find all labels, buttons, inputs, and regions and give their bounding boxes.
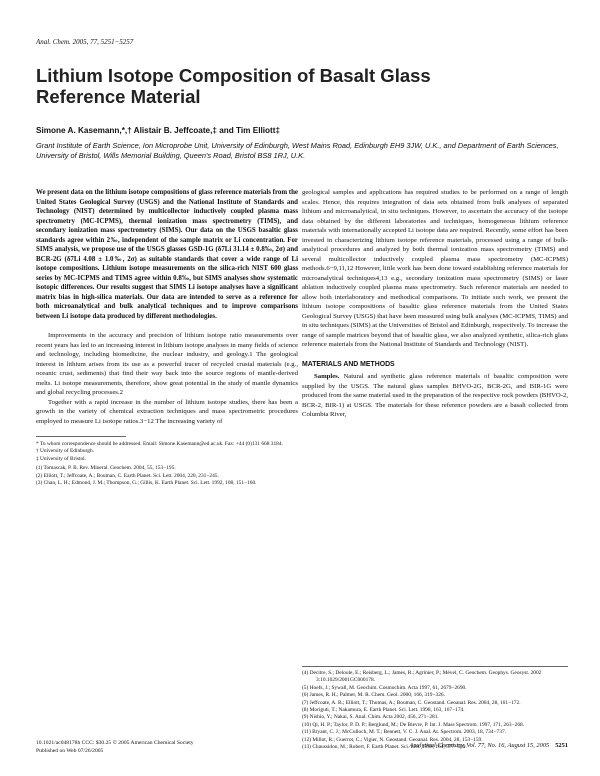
body-paragraph-1: geological samples and applications has required studies to be performed on a range of length scales. Hence, this requires integration of data sets obtained from bulk analyses of separated lithium and microanalytical, in situ techniques. However, to ascertain the accuracy of the isotope data obtained by the different laboratories and techniques, homogeneous lithium reference materials with internationally accepted Li isotope data are required. Recently, some effort has been invested in characterizing lithium isotope reference materials, processed using a range of bulk-analytical procedures and analyzed by both thermal ionization mass spectrometry (TIMS) and several multicollector inductively coupled plasma mass spectrometry (MC-ICPMS) methods.6−9,11,12 However, little work has been done toward establishing reference materials for microanalytical techniques4,13 e.g., secondary ionization mass spectrometry (SIMS) or laser ablation inductively coupled plasma mass spectrometry. Such reference materials are needed to allow both interlaboratory and methodical comparisons. To initiate such work, we present the lithium isotope compositions of basaltic glass reference materials from the United States Geological Survey (USGS) that have been measured using bulk analyses (MC-ICPMS, TIMS) and in situ techniques (SIMS) at the Universities of Bristol and Edinburgh, respectively. To increase the range of sample matrices beyond that of basaltic glass, we also analyzed synthetic, silica-rich glass reference materials from the National Institute of Standards and Technology (NIST).	[302, 189, 568, 348]
journal-volume: 77,	[90, 38, 99, 46]
intro-paragraph-2: Together with a rapid increase in the number of lithium isotope studies, there has been a growth in the variety of chemical extraction techniques and mass spectrometric procedures employed to measure Li isotope ratios.3−12 The increasing variety of	[36, 398, 298, 425]
reference-item: (4) Decitre, S.; Deloule, E.; Reisberg, L.; James, R.; Agrinier, P.; Mével, C. Geochem. Geophys. Geosyst. 2002 3:10.1029/2001GC000178.	[302, 670, 542, 684]
samples-run-in-heading: Samples.	[314, 373, 340, 380]
right-column	[302, 188, 568, 420]
reference-item: (5) Hoefs, J.; Sywall, M. Geochim. Cosmochim. Acta 1997, 61, 2679−2690.	[302, 684, 467, 691]
footer-citation	[409, 742, 568, 749]
reference-item: (7) Jeffcoate, A. B.; Elliott, T.; Thomas, A.; Bouman, C. Geostand. Geoanal. Res. 2004, 28, 161−172.	[302, 699, 521, 706]
reference-item: (11) Bryant, C. J.; McCulloch, M. T.; Bennett, V. C. J. Anal. At. Spectrom. 2003, 18, 734−737.	[302, 729, 506, 736]
footer-doi: 10.1021/ac048178h CCC: $30.25 © 2005 American Chemical Society	[36, 740, 194, 746]
samples-paragraph	[302, 372, 568, 420]
journal-pages: 5251−5257	[100, 38, 134, 46]
footer-journal-citation: Analytical Chemistry, Vol. 77, No. 16, August 15, 2005	[409, 742, 550, 749]
intro-paragraph-1: Improvements in the accuracy and precision of lithium isotope ratio measurements over recent years has led to an increasing interest in lithium isotope analyses in many fields of science and technology, including biomedicine, the nuclear industry, and geology.1 The geological interest in lithium arises from its use as a powerful tracer of recycled crustal materials (e.g., oceanic crust, sediments) that find their way back into the source regions of mantle-derived melts. Li isotope measurements, therefore, show great potential in the study of mantle dynamics and global recycling processes.2	[36, 332, 298, 396]
affiliation: Grant Institute of Earth Science, Ion Microprobe Unit, University of Edinburgh, West Mains Road, Edinburgh EH9 3JW, U.K., and Department of Earth Sciences, University of Bristol, Wills Memorial Building, Queen's Road, Bristol BS8 1RJ, U.K.	[36, 141, 559, 161]
abstract: We present data on the lithium isotope compositions of glass reference materials from the United States Geological Survey (USGS) and the National Institute of Standards and Technology (NIST) determined by multicollector inductively coupled plasma mass spectrometry (MC-ICPMS), thermal ionization mass spectrometry (TIMS), and secondary ionization mass spectrometry (SIMS). Our data on the USGS basaltic glass standards agree within 2‰, independent of the sample matrix or Li concentration. For SIMS analysis, we propose use of the USGS glasses GSD-1G (δ7Li 31.14 ± 0.8‰, 2σ) and BCR-2G (δ7Li 4.08 ± 1.0‰, 2σ) as suitable standards that cover a wide range of Li isotope compositions. Lithium isotope measurements on the silica-rich NIST 600 glass series by MC-ICPMS and TIMS agree within 0.8‰, but SIMS analyses show systematic isotopic differences. Our results suggest that SIMS Li isotope analyses have a significant matrix bias in high-silica materials. Our data are intended to serve as a reference for both microanalytical and bulk analytical techniques and to improve comparisons between Li isotope data produced by different methodologies.	[36, 189, 298, 320]
samples-text: Natural and synthetic glass reference materials of basaltic composition were supplied by the USGS. The natural glass samples BHVO-2G, BCR-2G, and BIR-1G were produced from the same material used in the preparation of the respective rock powders (BHVO-2, BCR-2, BIR-1) at USGS. The materials for these reference powders are a basalt collected from Columbia River,	[302, 373, 568, 418]
footer-publication-info	[36, 740, 194, 755]
reference-item: (3) Chan, L. H.; Edmond, J. M.; Thompson, G.; Gillis, K. Earth Planet. Sci. Lett. 1992, 108, 151−160.	[36, 480, 257, 487]
journal-name: Anal. Chem.	[36, 38, 71, 46]
page-title: Lithium Isotope Composition of Basalt Glass Reference Material	[36, 65, 431, 107]
footnote-divider	[36, 436, 126, 437]
footnote-bristol: ‡ University of Bristol.	[36, 455, 87, 462]
author-list: Simone A. Kasemann,*,† Alistair B. Jeffcoate,‡ and Tim Elliott‡	[36, 126, 281, 135]
reference-item: (9) Nishio, Y.; Nakai, S. Anal. Chim. Acta 2002, 456, 271−281.	[302, 714, 439, 721]
reference-list-right	[302, 666, 568, 751]
journal-reference	[36, 38, 133, 46]
page-number: 5251	[555, 742, 568, 749]
reference-item: (1) Tomascak, P. B. Rev. Mineral. Geochem. 2004, 55, 153−195.	[36, 465, 176, 472]
left-column	[36, 188, 298, 487]
footer-published-date: Published on Web 07/26/2005	[36, 747, 104, 754]
footnote-edinburgh: † University of Edinburgh.	[36, 448, 94, 455]
reference-item: (6) James, R. H.; Palmer, M. R. Chem. Geol. 2000, 166, 319−326.	[302, 692, 445, 699]
reference-item: (13) Chaussidon, M.; Robert, F. Earth Planet. Sci. Lett. 1998, 164, 577−589.	[302, 744, 467, 751]
journal-year: 2005,	[72, 38, 89, 46]
reference-item: (10) Qi, H. P.; Taylor, P. D. P.; Berglund, M.; De Bievre, P. Int. J. Mass Spectrom. 1997, 171, 263−268.	[302, 721, 525, 728]
footnote-correspondence: * To whom correspondence should be addressed. Email: Simone.Kasemann@ed.ac.uk. Fax: +44 (0)131 668 3184.	[36, 441, 283, 447]
section-heading: MATERIALS AND METHODS	[302, 360, 395, 368]
reference-list-left	[36, 465, 298, 487]
reference-item: (12) Millot, R.; Guerrot, C.; Vigier, N. Geostand. Geoanal. Res. 2004, 28, 153−159.	[302, 736, 483, 743]
reference-item: (2) Elliott, T.; Jeffcoate, A.; Bouman, C. Earth Planet. Sci. Lett. 2004, 220, 231−245.	[36, 472, 219, 479]
reference-item: (8) Moriguti, T.; Nakamura, E. Earth Planet. Sci. Lett. 1998, 163, 167−174.	[302, 707, 465, 714]
